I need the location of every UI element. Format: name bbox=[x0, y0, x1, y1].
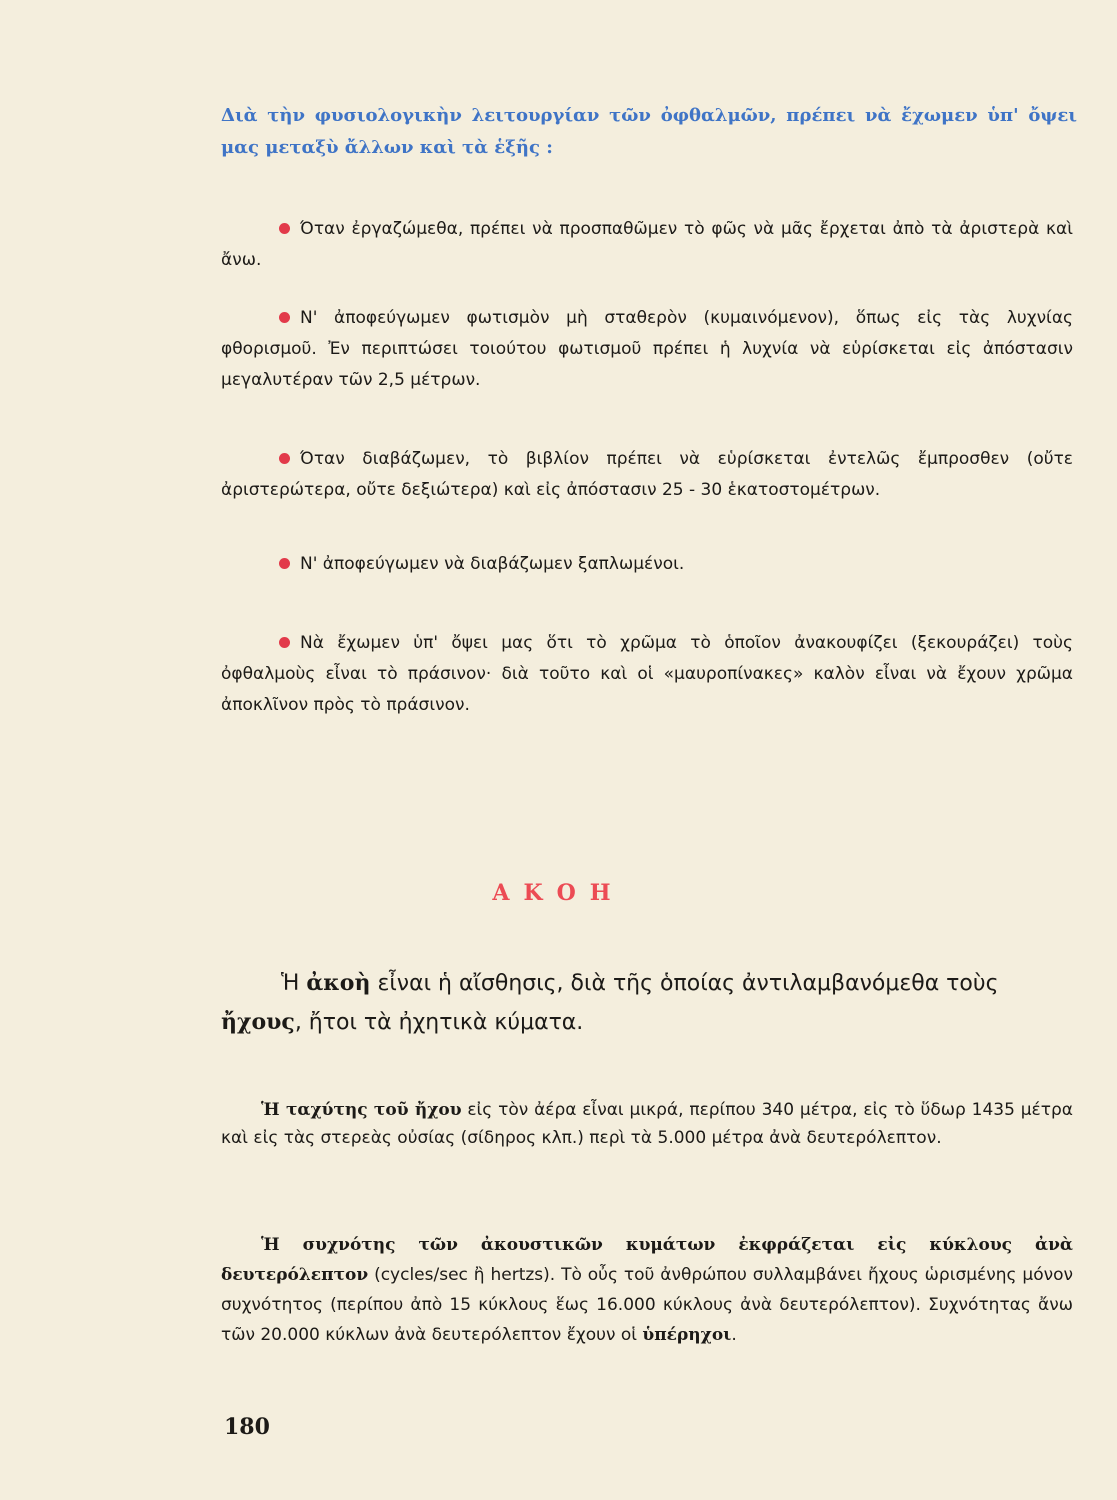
bullet-text: Όταν ἐργαζώμεθα, πρέπει νὰ προσπαθῶμεν τὸ φῶς νὰ μᾶς ἔρχεται ἀπὸ τὰ ἀριστερὰ καὶ ἄνω. bbox=[221, 219, 1073, 270]
bullet-item bbox=[221, 303, 1073, 396]
paragraph-text: (cycles/sec ἢ hertzs). Τὸ οὖς τοῦ ἀνθρώπου συλλαμβάνει ἤχους ὡρισμένης μόνον συχνότητος (περίπου ἀπὸ 15 κύκλους ἕως 16.000 κύκλους ἀνὰ δευτερόλεπτον). Συχνότητας ἄνω τῶν 20.000 κύκλων ἀνὰ δευτερόλεπτον ἔχουν οἱ bbox=[221, 1265, 1073, 1345]
paragraph-term: Ἡ ταχύτης τοῦ ἤχου bbox=[261, 1100, 462, 1120]
intro-paragraph: Διὰ τὴν φυσιολογικὴν λειτουργίαν τῶν ὀφθαλμῶν, πρέπει νὰ ἔχωμεν ὑπ' ὄψει μας μεταξὺ ἄλλων καὶ τὰ ἑξῆς : bbox=[221, 105, 1077, 158]
bullet-dot-icon bbox=[279, 453, 290, 464]
definition-text: Ἡ bbox=[281, 971, 307, 996]
definition-term: ἀκοὴ bbox=[306, 970, 371, 996]
bullet-text: Όταν διαβάζωμεν, τὸ βιβλίον πρέπει νὰ εὑρίσκεται ἐντελῶς ἔμπροσθεν (οὔτε ἀριστερώτερα, οὔτε δεξιώτερα) καὶ εἰς ἀπόστασιν 25 - 30 ἑκατοστομέτρων. bbox=[221, 449, 1073, 500]
sound-speed-paragraph bbox=[221, 1096, 1073, 1152]
paragraph-text: . bbox=[731, 1325, 737, 1345]
paragraph-term: Ἡ συχνότης τῶν ἀκουστικῶν κυμάτων ἐκφράζεται εἰς κύκλους ἀνὰ δευτερόλεπτον bbox=[221, 1235, 1073, 1285]
bullet-item bbox=[221, 549, 1073, 580]
paragraph-text: εἰς τὸν ἀέρα εἶναι μικρά, περίπου 340 μέτρα, εἰς τὸ ὕδωρ 1435 μέτρα καὶ εἰς τὰς στερεὰς οὐσίας (σίδηρος κλπ.) περὶ τὰ 5.000 μέτρα ἀνὰ δευτερόλεπτον. bbox=[221, 1100, 1073, 1148]
bullet-dot-icon bbox=[279, 312, 290, 323]
bullet-item bbox=[221, 628, 1073, 721]
section-heading: ΑΚΟΗ bbox=[492, 880, 625, 906]
bullet-text: Ν' ἀποφεύγωμεν νὰ διαβάζωμεν ξαπλωμένοι. bbox=[300, 554, 685, 574]
paragraph-term: ὑπέρηχοι bbox=[642, 1325, 732, 1345]
bullet-item bbox=[221, 214, 1073, 276]
bullet-dot-icon bbox=[279, 637, 290, 648]
bullet-item bbox=[221, 444, 1073, 506]
definition-text: , ἤτοι τὰ ἠχητικὰ κύματα. bbox=[294, 1010, 584, 1035]
hearing-definition bbox=[221, 964, 1077, 1042]
bullet-text: Ν' ἀποφεύγωμεν φωτισμὸν μὴ σταθερὸν (κυμαινόμενον), ὅπως εἰς τὰς λυχνίας φθορισμοῦ. Ἐν περιπτώσει τοιούτου φωτισμοῦ πρέπει ἡ λυχνία νὰ εὑρίσκεται εἰς ἀπόστασιν μεγαλυτέραν τῶν 2,5 μέτρων. bbox=[221, 308, 1073, 390]
bullet-dot-icon bbox=[279, 223, 290, 234]
sound-frequency-paragraph bbox=[221, 1230, 1073, 1350]
definition-text: εἶναι ἡ αἴσθησις, διὰ τῆς ὁποίας ἀντιλαμβανόμεθα τοὺς bbox=[370, 971, 999, 996]
page-number: 180 bbox=[224, 1414, 270, 1440]
bullet-dot-icon bbox=[279, 558, 290, 569]
definition-term: ἤχους bbox=[221, 1009, 295, 1035]
bullet-text: Νὰ ἔχωμεν ὑπ' ὄψει μας ὅτι τὸ χρῶμα τὸ ὁποῖον ἀνακουφίζει (ξεκουράζει) τοὺς ὀφθαλμοὺς εἶναι τὸ πράσινον· διὰ τοῦτο καὶ οἱ «μαυροπίνακες» καλὸν εἶναι νὰ ἔχουν χρῶμα ἀποκλῖνον πρὸς τὸ πράσινον. bbox=[221, 633, 1073, 715]
